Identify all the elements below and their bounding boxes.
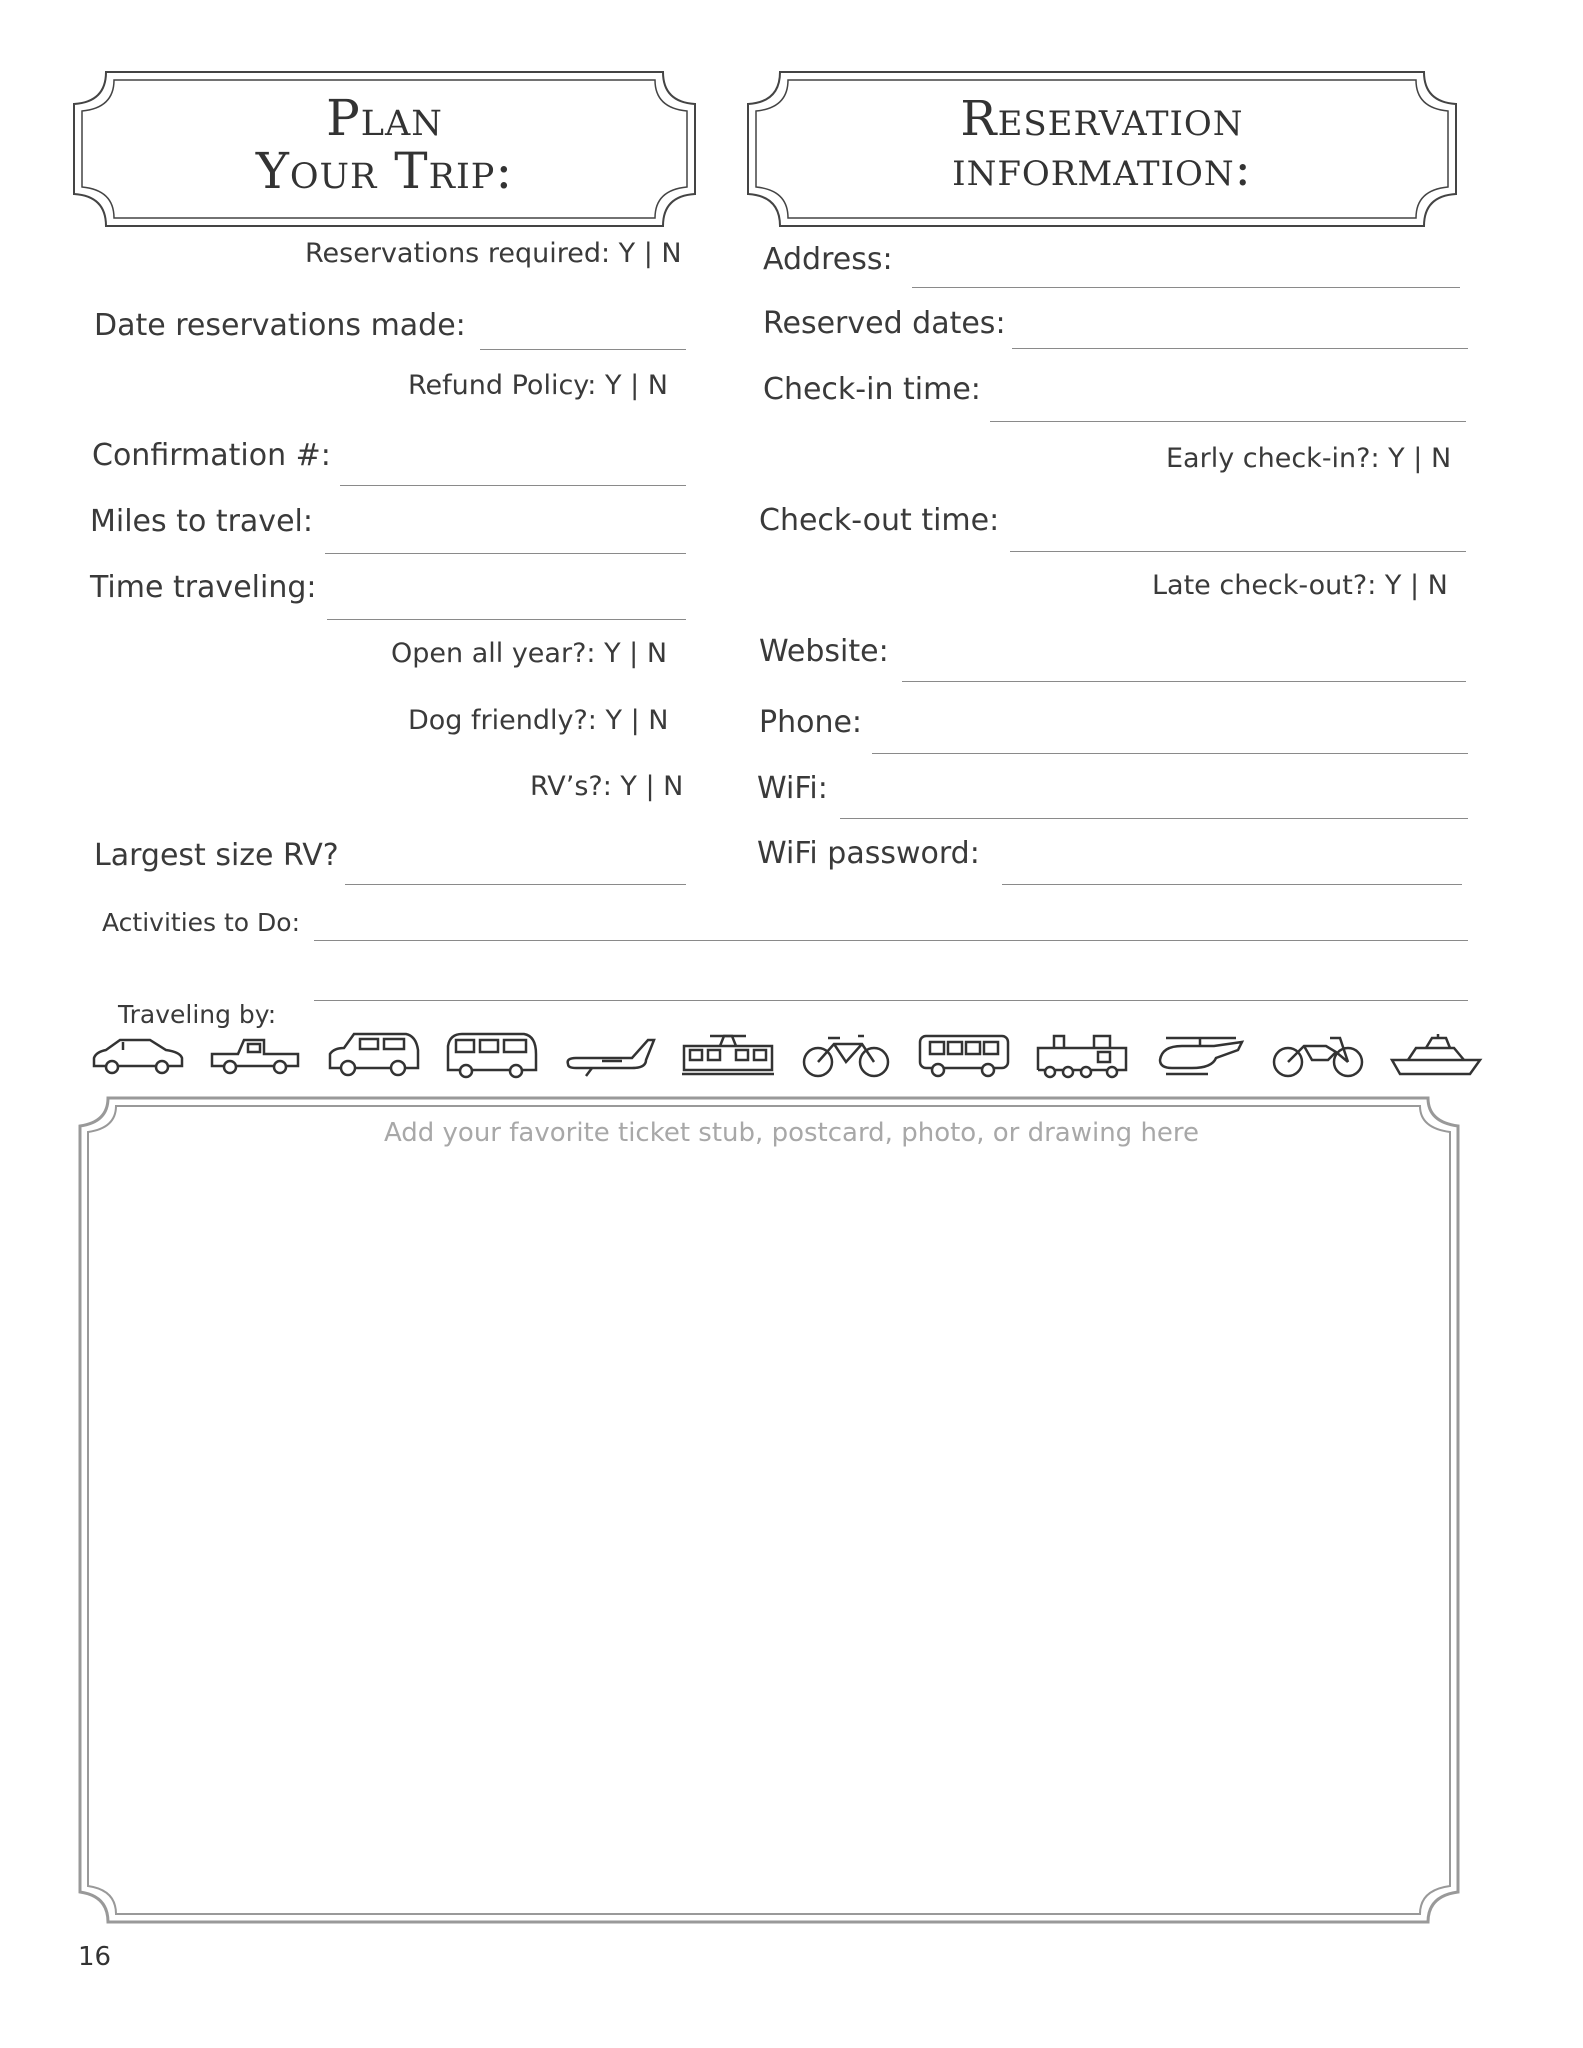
car-icon[interactable] (90, 1030, 186, 1080)
traveling-by-label: Traveling by: (118, 1000, 277, 1029)
website-field[interactable] (902, 681, 1466, 682)
pickup-truck-icon[interactable] (208, 1030, 304, 1080)
train-icon[interactable] (1034, 1030, 1130, 1080)
reserved-dates-label: Reserved dates: (763, 306, 1006, 341)
suv-icon[interactable] (326, 1030, 422, 1080)
phone-field[interactable] (872, 753, 1468, 754)
confirmation-field[interactable] (340, 485, 686, 486)
reservation-title-line2: information: (952, 141, 1252, 198)
check-in-time-field[interactable] (990, 421, 1466, 422)
confirmation-label: Confirmation #: (92, 438, 331, 473)
check-out-time-field[interactable] (1010, 551, 1466, 552)
van-icon[interactable] (444, 1030, 540, 1080)
address-field[interactable] (912, 287, 1460, 288)
check-out-time-label: Check-out time: (759, 503, 1000, 538)
website-label: Website: (759, 634, 889, 669)
page-number: 16 (78, 1942, 112, 1972)
time-traveling-label: Time traveling: (90, 570, 317, 605)
time-traveling-field[interactable] (327, 619, 686, 620)
activities-label: Activities to Do: (102, 908, 301, 937)
open-all-year-label: Open all year?: Y | N (391, 638, 668, 669)
wifi-field[interactable] (840, 818, 1468, 819)
reserved-dates-field[interactable] (1012, 348, 1468, 349)
reservation-banner (746, 70, 1458, 228)
refund-policy-label: Refund Policy: Y | N (408, 370, 668, 401)
boat-icon[interactable] (1388, 1030, 1484, 1080)
phone-label: Phone: (759, 705, 863, 740)
motorcycle-icon[interactable] (1270, 1030, 1366, 1080)
date-reservations-made-field[interactable] (480, 349, 686, 350)
airplane-icon[interactable] (562, 1030, 658, 1080)
reservation-title (746, 91, 1458, 198)
vehicle-icons-row (90, 1030, 1450, 1090)
wifi-label: WiFi: (757, 771, 828, 806)
helicopter-icon[interactable] (1152, 1030, 1248, 1080)
address-label: Address: (763, 242, 893, 277)
wifi-password-label: WiFi password: (757, 836, 980, 871)
trolley-icon[interactable] (680, 1030, 776, 1080)
bus-icon[interactable] (916, 1030, 1012, 1080)
photo-note: Add your favorite ticket stub, postcard, photo, or drawing here (383, 1118, 1200, 1148)
reservation-title-line1: Reservation (960, 91, 1244, 147)
plan-title (72, 89, 697, 200)
largest-rv-field[interactable] (345, 884, 686, 885)
dog-friendly-label: Dog friendly?: Y | N (408, 705, 669, 736)
plan-title-line1: Plan (326, 89, 443, 147)
plan-trip-banner (72, 70, 697, 228)
miles-to-travel-field[interactable] (325, 553, 686, 554)
photo-frame[interactable] (78, 1096, 1468, 1926)
rvs-label: RV’s?: Y | N (530, 771, 684, 802)
check-in-time-label: Check-in time: (763, 372, 981, 407)
bicycle-icon[interactable] (798, 1030, 894, 1080)
activities-field-line-1[interactable] (314, 940, 1468, 941)
activities-field-line-2[interactable] (314, 1000, 1468, 1001)
date-reservations-made-label: Date reservations made: (94, 308, 466, 343)
plan-title-line2: Your Trip: (255, 141, 514, 200)
largest-rv-label: Largest size RV? (94, 838, 339, 873)
late-check-out-label: Late check-out?: Y | N (1152, 570, 1448, 601)
miles-to-travel-label: Miles to travel: (90, 504, 313, 539)
wifi-password-field[interactable] (1002, 884, 1462, 885)
early-check-in-label: Early check-in?: Y | N (1166, 443, 1452, 474)
reservations-required-label: Reservations required: Y | N (305, 238, 682, 269)
